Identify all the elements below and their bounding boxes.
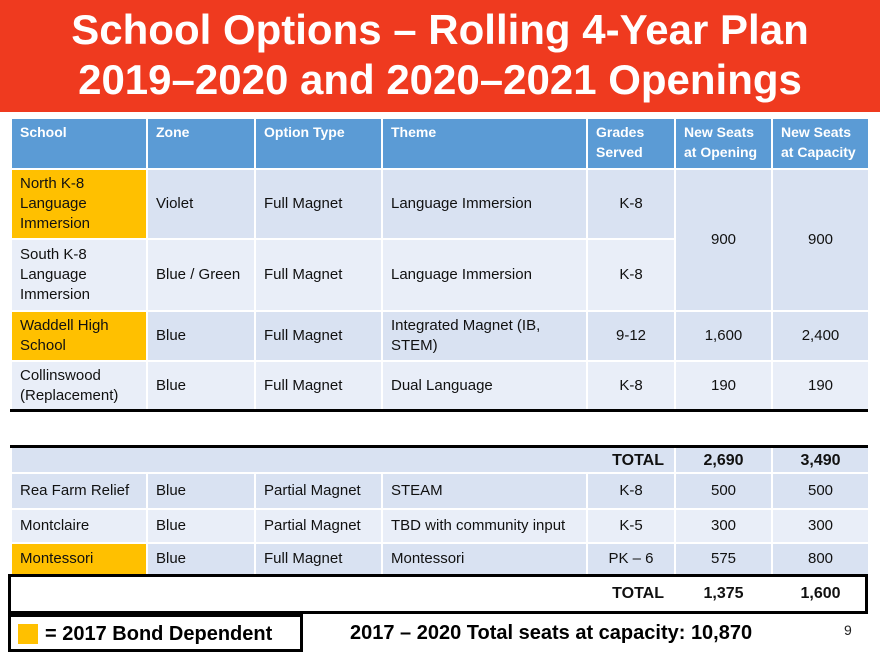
seats-capacity-cell: 2,400 <box>772 311 869 361</box>
table-row <box>11 509 869 543</box>
seats-capacity-merged-cell: 900 <box>772 169 869 311</box>
zone-cell: Blue <box>147 361 255 410</box>
column-header: Grades Served <box>587 118 675 169</box>
total-label: TOTAL <box>11 575 675 613</box>
seats-opening-cell: 500 <box>675 473 772 509</box>
grades-cell: K-8 <box>587 239 675 311</box>
total-seats-opening: 1,375 <box>675 575 772 613</box>
seats-capacity-cell: 300 <box>772 509 869 543</box>
seats-capacity-cell: 190 <box>772 361 869 410</box>
school-cell: Waddell High School <box>11 311 147 361</box>
grades-cell: PK – 6 <box>587 543 675 575</box>
school-cell: Collinswood (Replacement) <box>11 361 147 410</box>
zone-cell: Blue / Green <box>147 239 255 311</box>
theme-cell: Dual Language <box>382 361 587 410</box>
seats-opening-cell: 300 <box>675 509 772 543</box>
option-type-cell: Partial Magnet <box>255 509 382 543</box>
theme-cell: STEAM <box>382 473 587 509</box>
option-type-cell: Full Magnet <box>255 169 382 239</box>
seats-capacity-cell: 500 <box>772 473 869 509</box>
zone-cell: Violet <box>147 169 255 239</box>
title-line-2: 2019–2020 and 2020–2021 Openings <box>78 56 802 103</box>
option-type-cell: Full Magnet <box>255 239 382 311</box>
theme-cell: Integrated Magnet (IB, STEM) <box>382 311 587 361</box>
seats-opening-cell: 1,600 <box>675 311 772 361</box>
legend-text: = 2017 Bond Dependent <box>45 623 273 645</box>
seats-capacity-cell: 800 <box>772 543 869 575</box>
theme-cell: Language Immersion <box>382 239 587 311</box>
table-row <box>11 311 869 361</box>
school-cell: North K-8 Language Immersion <box>11 169 147 239</box>
legend-swatch <box>18 624 38 644</box>
option-type-cell: Full Magnet <box>255 311 382 361</box>
total-seats-opening: 2,690 <box>675 444 772 478</box>
page-number: 9 <box>844 622 852 638</box>
additional-options-table <box>10 472 870 614</box>
title-line-1: School Options – Rolling 4-Year Plan <box>71 6 809 53</box>
option-type-cell: Full Magnet <box>255 361 382 410</box>
divider-line <box>10 409 868 412</box>
seats-opening-cell: 190 <box>675 361 772 410</box>
legend <box>8 614 303 652</box>
zone-cell: Blue <box>147 311 255 361</box>
option-type-cell: Partial Magnet <box>255 473 382 509</box>
column-header: Theme <box>382 118 587 169</box>
column-header: New Seats at Opening <box>675 118 772 169</box>
grades-cell: K-8 <box>587 169 675 239</box>
zone-cell: Blue <box>147 509 255 543</box>
column-header: New Seats at Capacity <box>772 118 869 169</box>
school-cell: South K-8 Language Immersion <box>11 239 147 311</box>
spacer-row <box>11 410 869 444</box>
column-header: Zone <box>147 118 255 169</box>
divider-line <box>10 445 868 448</box>
theme-cell: Language Immersion <box>382 169 587 239</box>
grades-cell: K-8 <box>587 473 675 509</box>
total-row <box>11 575 869 613</box>
school-cell: Montclaire <box>11 509 147 543</box>
theme-cell: Montessori <box>382 543 587 575</box>
table-row <box>11 543 869 575</box>
column-header: Option Type <box>255 118 382 169</box>
title-banner <box>0 0 880 112</box>
summary-text: 2017 – 2020 Total seats at capacity: 10,870 <box>350 622 753 644</box>
zone-cell: Blue <box>147 473 255 509</box>
school-cell: Montessori <box>11 543 147 575</box>
total-label: TOTAL <box>11 444 675 478</box>
table-row <box>11 361 869 410</box>
theme-cell: TBD with community input <box>382 509 587 543</box>
grades-cell: K-5 <box>587 509 675 543</box>
total-seats-capacity: 1,600 <box>772 575 869 613</box>
table-header-row <box>11 118 869 169</box>
table-row <box>11 169 869 239</box>
grades-cell: K-8 <box>587 361 675 410</box>
table-row <box>11 473 869 509</box>
zone-cell: Blue <box>147 543 255 575</box>
grades-cell: 9-12 <box>587 311 675 361</box>
option-type-cell: Full Magnet <box>255 543 382 575</box>
total-seats-capacity: 3,490 <box>772 444 869 478</box>
seats-opening-merged-cell: 900 <box>675 169 772 311</box>
seats-opening-cell: 575 <box>675 543 772 575</box>
column-header: School <box>11 118 147 169</box>
school-cell: Rea Farm Relief <box>11 473 147 509</box>
openings-table <box>10 117 870 479</box>
